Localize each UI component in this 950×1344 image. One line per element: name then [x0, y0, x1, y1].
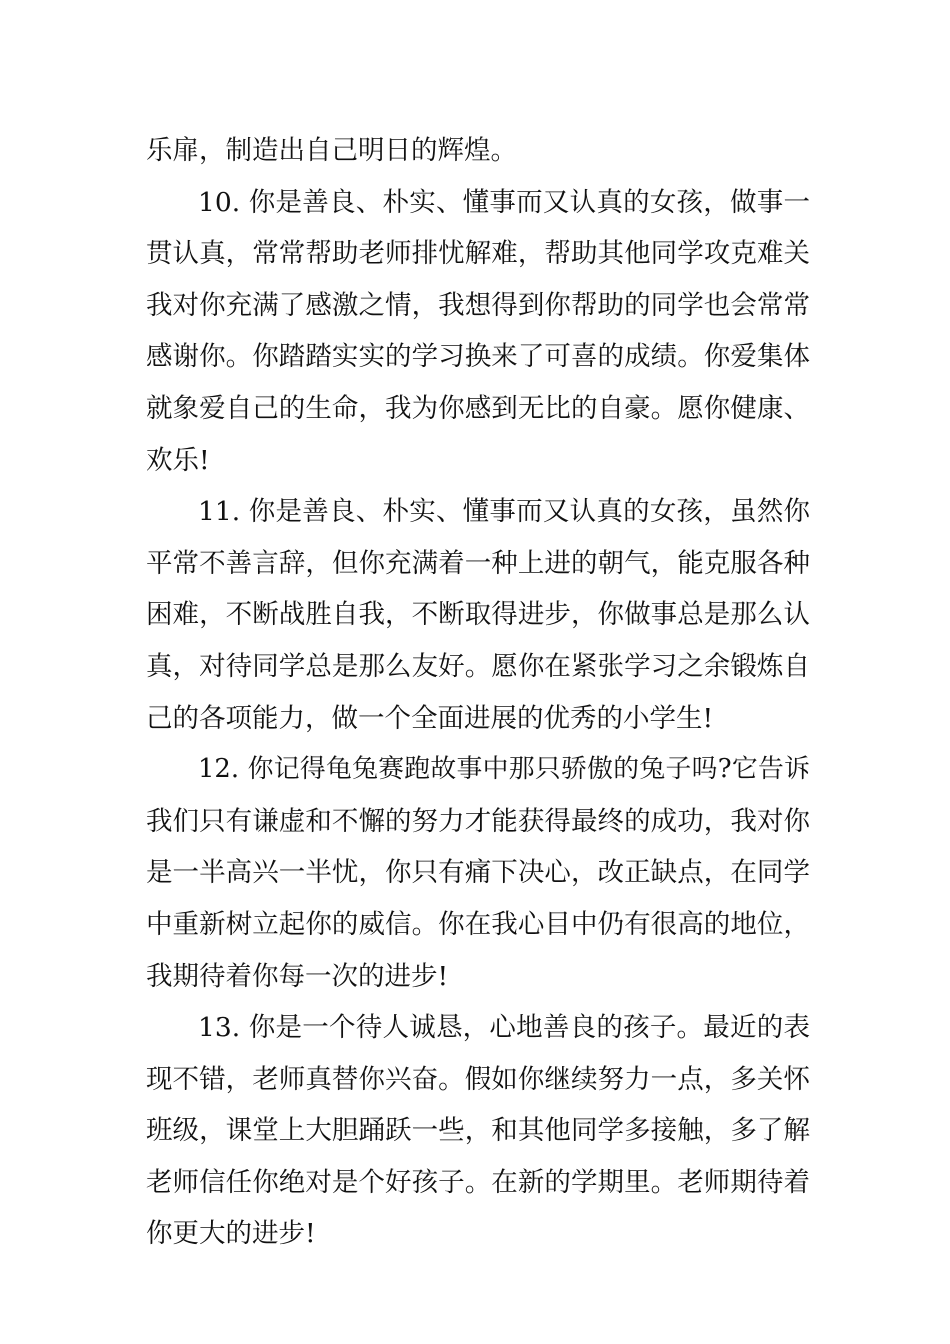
body-text	[146, 125, 810, 1260]
text-line: 班级，课堂上大胆踊跃一些，和其他同学多接触，多了解	[146, 1115, 810, 1147]
paragraph-12-first-line: 12. 你记得龟兔赛跑故事中那只骄傲的兔子吗?它告诉	[198, 754, 810, 785]
text-line: 你更大的进步!	[146, 1218, 316, 1250]
text-line: 感谢你。你踏踏实实的学习换来了可喜的成绩。你爱集体	[146, 341, 810, 373]
text-line: 中重新树立起你的威信。你在我心目中仍有很高的地位，	[146, 908, 810, 940]
text-line: 真，对待同学总是那么友好。愿你在紧张学习之余锻炼自	[146, 650, 810, 682]
text-line: 贯认真，常常帮助老师排忧解难，帮助其他同学攻克难关	[146, 238, 810, 270]
paragraph-13-first-line: 13. 你是一个待人诚恳，心地善良的孩子。最近的表	[198, 1012, 810, 1044]
text-line: 现不错，老师真替你兴奋。假如你继续努力一点，多关怀	[146, 1063, 810, 1095]
text-line: 就象爱自己的生命，我为你感到无比的自豪。愿你健康、	[146, 392, 810, 424]
text-line: 欢乐!	[146, 444, 210, 476]
text-line: 平常不善言辞，但你充满着一种上进的朝气，能克服各种	[146, 547, 810, 579]
text-line: 己的各项能力，做一个全面进展的优秀的小学生!	[146, 702, 714, 734]
text-line: 乐扉，制造出自己明日的辉煌。	[146, 135, 517, 166]
text-line: 老师信任你绝对是个好孩子。在新的学期里。老师期待着	[146, 1166, 810, 1198]
text-line: 是一半高兴一半忧，你只有痛下决心，改正缺点，在同学	[146, 857, 810, 889]
text-line: 困难，不断战胜自我，不断取得进步，你做事总是那么认	[146, 599, 810, 631]
paragraph-11-first-line: 11. 你是善良、朴实、懂事而又认真的女孩，虽然你	[198, 496, 810, 528]
text-line: 我对你充满了感激之情，我想得到你帮助的同学也会常常	[146, 289, 810, 321]
text-line: 我们只有谦虚和不懈的努力才能获得最终的成功，我对你	[146, 805, 810, 837]
text-line: 我期待着你每一次的进步!	[146, 960, 449, 992]
paragraph-10-first-line: 10. 你是善良、朴实、懂事而又认真的女孩，做事一	[198, 186, 810, 218]
